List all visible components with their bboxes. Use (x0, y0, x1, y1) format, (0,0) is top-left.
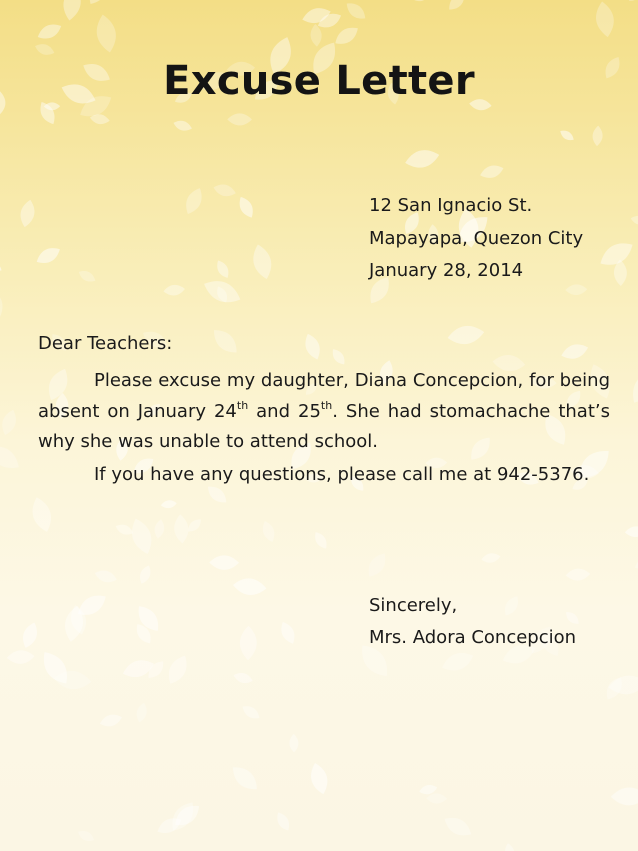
leaf-shape (153, 519, 166, 540)
leaf-shape (6, 650, 35, 665)
leaf-shape (260, 519, 278, 543)
leaf-shape (114, 522, 135, 538)
leaf-shape (0, 254, 4, 275)
leaf-shape (214, 258, 232, 280)
leaf-shape (240, 703, 262, 723)
sender-address-block (369, 190, 583, 288)
leaf-shape (137, 564, 153, 586)
leaf-shape (98, 712, 123, 729)
leaf-shape (445, 0, 468, 13)
leaf-shape (236, 194, 257, 220)
leaf-shape (481, 552, 502, 564)
signature-name: Mrs. Adora Concepcion (369, 627, 577, 648)
leaf-shape (559, 341, 590, 362)
leaf-shape (163, 284, 186, 297)
leaf-shape (364, 550, 391, 581)
leaf-shape (625, 526, 638, 538)
letter-body (38, 366, 610, 490)
leaf-shape (76, 828, 96, 844)
leaf-shape (310, 24, 323, 47)
ordinal-suffix-24: th (236, 398, 249, 412)
paragraph-1-text-a: Please excuse my daughter, Diana Concepcion, for being absent on January 24 (38, 370, 610, 422)
body-paragraph-2: If you have any questions, please call me at 942-5376. (94, 463, 590, 485)
leaf-shape (565, 568, 590, 582)
ordinal-suffix-25: th (320, 398, 333, 412)
leaf-shape (593, 0, 616, 38)
leaf-shape (0, 286, 7, 319)
address-city: Mapayapa, Quezon City (369, 227, 584, 249)
leaf-shape (228, 761, 263, 795)
leaf-shape (307, 761, 331, 796)
leaf-shape (84, 0, 113, 8)
leaf-shape (413, 0, 431, 4)
letter-title: Excuse Letter (163, 58, 475, 104)
leaf-shape (630, 214, 638, 226)
leaf-shape (34, 244, 63, 268)
leaf-shape (135, 702, 149, 724)
leaf-shape (332, 23, 362, 49)
leaf-shape (28, 495, 55, 535)
leaf-shape (478, 163, 505, 181)
leaf-shape (33, 41, 56, 57)
leaf-shape (173, 514, 189, 544)
leaf-shape (558, 128, 576, 143)
leaf-shape (403, 147, 441, 172)
letter-date: January 28, 2014 (369, 260, 524, 281)
leaf-shape (240, 625, 257, 660)
leaf-shape (343, 0, 369, 23)
leaf-shape (172, 118, 193, 133)
leaf-shape (274, 810, 293, 833)
address-street: 12 San Ignacio St. (369, 195, 533, 216)
leaf-shape (426, 793, 447, 804)
leaf-shape (93, 13, 119, 54)
leaf-shape (626, 366, 638, 407)
leaf-shape (611, 787, 638, 805)
body-paragraph-1 (38, 366, 610, 458)
paragraph-1-text-b: and 25 (248, 400, 321, 422)
leaf-shape (163, 652, 191, 687)
leaf-shape (227, 113, 252, 125)
leaf-shape (127, 516, 156, 557)
salutation: Dear Teachers: (38, 333, 173, 354)
leaf-shape (209, 325, 243, 358)
leaf-shape (182, 185, 207, 217)
leaf-shape (277, 619, 298, 646)
leaf-shape (209, 555, 239, 570)
leaf-shape (35, 20, 64, 42)
leaf-shape (441, 812, 475, 840)
leaf-shape (503, 842, 516, 851)
leaf-shape (93, 568, 118, 585)
closing-block (369, 590, 576, 654)
leaf-shape (232, 577, 267, 597)
leaf-shape (61, 0, 83, 22)
leaf-shape (329, 346, 348, 367)
leaf-shape (160, 499, 177, 509)
leaf-shape (19, 620, 40, 650)
leaf-shape (18, 198, 37, 228)
leaf-shape (232, 670, 254, 685)
leaf-shape (626, 0, 638, 4)
leaf-shape (592, 125, 603, 146)
leaf-shape (0, 440, 24, 474)
paragraph-1-text-c: . She had stomachache that’s why she was unable to attend school. (38, 400, 610, 452)
leaf-shape (633, 555, 638, 572)
leaf-shape (0, 408, 19, 437)
leaf-shape (212, 182, 237, 199)
leaf-shape (200, 275, 244, 308)
leaf-shape (289, 734, 298, 753)
leaf-shape (446, 323, 485, 347)
leaf-shape (302, 332, 324, 362)
leaf-shape (249, 242, 275, 281)
leaf-shape (77, 268, 98, 285)
valediction: Sincerely, (369, 595, 458, 616)
leaf-shape (312, 530, 330, 552)
